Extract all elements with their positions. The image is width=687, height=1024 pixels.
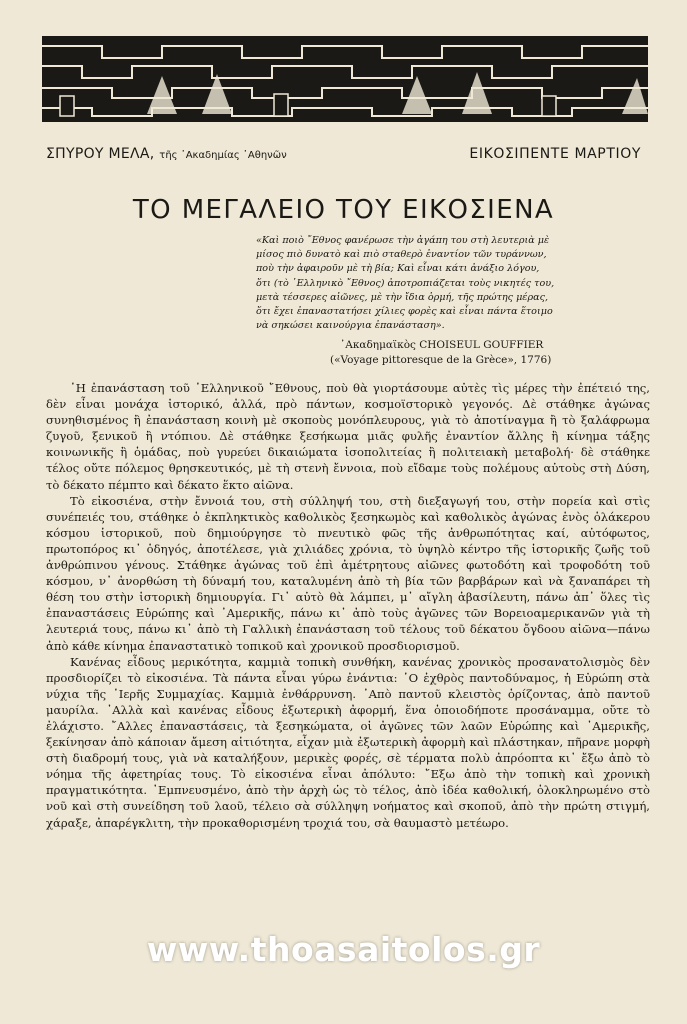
section-heading: ΕΙΚΟΣΙΠΕΝΤΕ ΜΑΡΤΙΟΥ [469, 146, 641, 162]
body-paragraph: Κανένας εἶδους μερικότητα, καμμιὰ τοπικὴ συνθήκη, κανένας χρονικὸς προσανατολισμὸς δὲν προσδιορίζει τὸ εἰκοσιένα. Τὰ πάντα εἶναι γύρω ἐνάντια: ῾Ο ἐχθρὸς παντοδύναμος, ἡ Εὐρώπη στὰ νύχια τῆς ῾Ιερῆς Συμμαχίας. Καμμιὰ ἐνθάρρυνση. ᾿Απὸ παντοῦ κλειστὸς ὁρίζοντας, ἀπὸ παντοῦ μαυρίλα. ᾿Αλλὰ καὶ κανένας εἶδους ἐξωτερικὴ ἀφορμή, ἕνα ὁποιοδήποτε προσάναμμα, οὔτε τὸ ἐλάχιστο. ῎Αλλες ἐπαναστάσεις, τὰ ξεσηκώματα, οἱ ἀγῶνες τῶν λαῶν Εὐρώπης καὶ ᾿Αμερικῆς, ξεκίνησαν ἀπὸ κάποιαν ἄμεση αἰτιότητα, εἶχαν μιὰ ἐξωτερικὴ ἀφορμὴ καὶ πλάστηκαν, πῆρανε μορφὴ στὴ διαδρομή τους, γιὰ νὰ καταλήξουν, μερικὲς φορές, σὲ τέρματα πολὺ ἀπρόοπτα κι᾿ ἔξω ἀπὸ τὸ νόημα τῆς ἀφετηρίας τους. Τὸ εἰκοσιένα εἶναι ἀπόλυτο: ῎Εξω ἀπὸ τὴν τοπικὴ καὶ χρονικὴ πραγματικότητα. ᾿Εμπνευσμένο, ἀπὸ τὴν ἀρχὴ ὡς τὸ τέλος, ἀπὸ ἰδέα καθολική, ὁλοκληρωμένο στὸ νοῦ καὶ στὴ συνείδηση τοῦ λαοῦ, τέλειο σὰ σύλληψη νοήματος καὶ σκοποῦ, ἀπὸ τὴν πρώτη στιγμή, χάραξε, ἀπαρέγκλιτη, τὴν προκαθορισμένη τροχιά του, σὰ θαυμαστὸ μετέωρο. [46, 654, 650, 830]
epigraph-line: «Καὶ ποιὸ ῎Εθνος φανέρωσε τὴν ἀγάπη του στὴ λευτεριὰ μὲ [256, 235, 550, 246]
body-paragraph: ῾Η ἐπανάσταση τοῦ ῾Ελληνικοῦ ῎Εθνους, ποὺ θὰ γιορτάσουμε αὐτὲς τὶς μέρες τὴν ἐπέτειό της, δὲν εἶναι μονάχα ἱστορικό, ἀλλά, πρὸ πάντων, κοσμοϊστορικὸ γεγονός. Δὲ στάθηκε ἀγώνας συνηθισμένος ἢ ἐπανάσταση κοινὴ μὲ σκοποὺς μονόπλευρους, γιὰ τὸ ἀποτίναγμα ἢ τὸ ξαλάφρωμα ζυγοῦ, ξενικοῦ ἢ ντόπιου. Δὲ στάθηκε ξεσήκωμα μιᾶς φυλῆς ἐναντίον ἄλλης ἢ κίνημα τάξης κοινωνικῆς ἢ ὁμάδας, ποὺ γυρεύει δικαιώματα ἰσοπολιτείας ἢ πολιτειακὴ μεταβολή· δὲ στάθηκε τέλος οὔτε πόλεμος θρησκευτικός, μὲ τὴ στενὴ ἔννοια, ποὺ εἴδαμε τοὺς πολέμους αὐτοὺς στὴ Δύση, τὸ δέκατο πέμπτο καὶ δέκατο ἕκτο αἰῶνα. [46, 381, 650, 492]
article-meta [46, 146, 641, 168]
article-body [46, 380, 650, 831]
epigraph-line: ὅτι (τὸ ῾Ελληνικὸ ῎Εθνος) ἀποτροπιάζεται τοὺς νικητές του, [256, 277, 555, 289]
epigraph-line: ὅτι ἔχει ἐπαναστατήσει χίλιες φορὲς καὶ εἶναι πάντα ἕτοιμο [256, 306, 553, 318]
epigraph-quote [256, 234, 648, 333]
epigraph-source: ᾿Ακαδημαϊκὸς CHOISEUL GOUFFIER [340, 339, 544, 351]
epigraph-line: μετὰ τέσσερες αἰῶνες, μὲ τὴν ἴδια ὁρμή, τῆς πρώτης μέρας, [256, 291, 548, 303]
site-watermark: www.thoasaitolos.gr [146, 930, 541, 969]
author-line [46, 146, 287, 162]
epigraph-line: μίσος πιὸ δυνατὸ καὶ πιὸ σταθερὸ ἐναντίον τῶν τυράννων, [256, 249, 547, 261]
author-name: ΣΠΥΡΟΥ ΜΕΛΑ, [46, 146, 155, 162]
body-paragraph: Τὸ εἰκοσιένα, στὴν ἔννοιά του, στὴ σύλληψή του, στὴ διεξαγωγή του, στὴν πορεία καὶ στὶς συνέπειές του, στάθηκε ὁ ἐκπληκτικὸς καθολικὸς ξεσηκωμὸς καὶ καθολικὸς ἀγώνας ἑνὸς ὁλάκερου κόσμου ἱστορικοῦ, ποὺ δημιούργησε τὸ πνευτικὸ φῶς τῆς ἀνθρωπότητας καί, αὐτόφωτος, πρωτοπόρος κι᾿ ὁδηγός, ἀποτέλεσε, γιὰ χιλιάδες χρόνια, τὸ ὑψηλὸ κέντρο τῆς ἱστορικῆς ζωῆς τοῦ ἀνθρώπινου γένους. Στάθηκε ἀγώνας τοῦ ἐπὶ ἀμέτρητους αἰῶνες φωτοδότη καὶ τροφοδότη τοῦ κόσμου, ν᾿ ἀνορθώση τὴ δύναμή του, καταλυμένη ἀπὸ τὴ βία τῶν βαρβάρων καὶ νὰ ξαναπάρει τὴ θέση του στὴν ἱστορικὴ δημιουργία. Γι᾿ αὐτὸ θὰ λάμπει, μ᾿ αἴγλη ἀβασίλευτη, πάνω ἀπ᾿ ὅλες τὶς ἐπαναστάσεις Εὐρώπης καὶ ᾿Αμερικῆς, πάνω κι᾿ ἀπὸ τοὺς ἀγῶνες τῶν Βορειοαμερικανῶν γιὰ τὴ λευτεριά τους, πάνω κι᾿ ἀπὸ τὴ Γαλλικὴ ἐπανάσταση τοῦ τέλους τοῦ δέκατου ὄγδοου αἰῶνα—πάνω ἀπὸ κάθε κίνημα ἐπαναστατικὸ τοπικοῦ καὶ χρονικοῦ προσδιορισμοῦ. [46, 493, 650, 653]
author-affiliation: τῆς ᾿Ακαδημίας ᾿Αθηνῶν [159, 150, 287, 161]
epigraph-line: νὰ σηκώσει καινούργια ἐπανάσταση». [256, 320, 445, 332]
epigraph-book: («Voyage pittoresque de la Grèce», 1776) [330, 354, 552, 366]
decorative-banner [42, 36, 648, 122]
article-title: ΤΟ ΜΕΓΑΛΕΙΟ ΤΟΥ ΕΙΚΟΣΙΕΝΑ [132, 195, 555, 226]
epigraph-line: ποὺ τὴν ἀφαιροῦν μὲ τὴ βία; Καὶ εἶναι κάτι ἀνάξιο λόγου, [256, 263, 540, 275]
